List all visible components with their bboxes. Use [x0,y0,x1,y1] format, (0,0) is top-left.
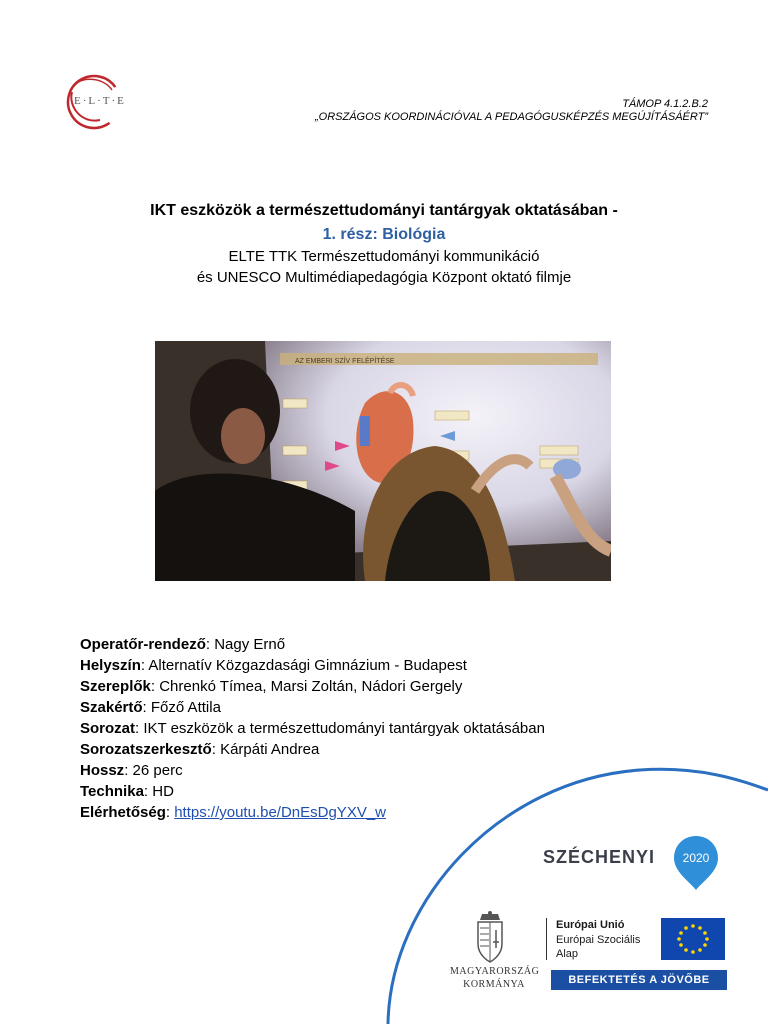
youtube-link[interactable]: https://youtu.be/DnEsDgYXV_w [174,804,386,821]
credit-operator: Operatőr-rendező: Nagy Ernő [80,636,286,653]
credit-series: Sorozat: IKT eszközök a természettudományi tantárgyak oktatásában [80,720,545,737]
tamop-header [315,98,708,124]
tamop-code: TÁMOP 4.1.2.B.2 [622,98,708,110]
document-title: IKT eszközök a természettudományi tantárgyak oktatásában - [150,202,618,219]
szechenyi-2020-badge [672,834,720,892]
szechenyi-text: SZÉCHENYI [543,847,656,867]
subtitle-line-2: és UNESCO Multimédiapedagógia Központ oktató filmje [196,269,572,286]
credits-list [80,634,545,823]
elte-logo-text: E·L·T·E [74,95,126,107]
eu-fund-label-2: Alap [556,948,579,960]
befektetes-banner: BEFEKTETÉS A JÖVŐBE [551,970,727,990]
eu-union-label: Európai Unió [556,919,625,931]
government-text-line-1: MAGYARORSZÁG [450,966,540,977]
coat-of-arms-icon [460,908,520,968]
subtitle-line-1: ELTE TTK Természettudományi kommunikáció [228,248,540,265]
credit-series-editor: Sorozatszerkesztő: Kárpáti Andrea [80,741,320,758]
credit-availability: Elérhetőség: https://youtu.be/DnEsDgYXV_w [80,804,386,821]
eu-fund-label: Európai Szociális [556,934,641,946]
screen-title: AZ EMBERI SZÍV FELÉPÍTÉSE [295,358,395,365]
eu-divider [546,918,547,960]
eu-flag-icon [661,918,725,960]
classroom-photo [155,341,611,581]
credit-expert: Szakértő: Főző Attila [80,699,221,716]
szechenyi-year: 2020 [682,851,710,865]
credit-length: Hossz: 26 perc [80,762,183,779]
credit-location: Helyszín: Alternatív Közgazdasági Gimnázium - Budapest [80,657,467,674]
tamop-program: „ORSZÁGOS KOORDINÁCIÓVAL A PEDAGÓGUSKÉPZÉS MEGÚJÍTÁSÁÉRT” [314,111,708,123]
part-title: 1. rész: Biológia [322,226,446,243]
credit-cast: Szereplők: Chrenkó Tímea, Marsi Zoltán, Nádori Gergely [80,678,463,695]
government-text-line-2: KORMÁNYA [463,979,525,990]
credit-technique: Technika: HD [80,783,174,800]
